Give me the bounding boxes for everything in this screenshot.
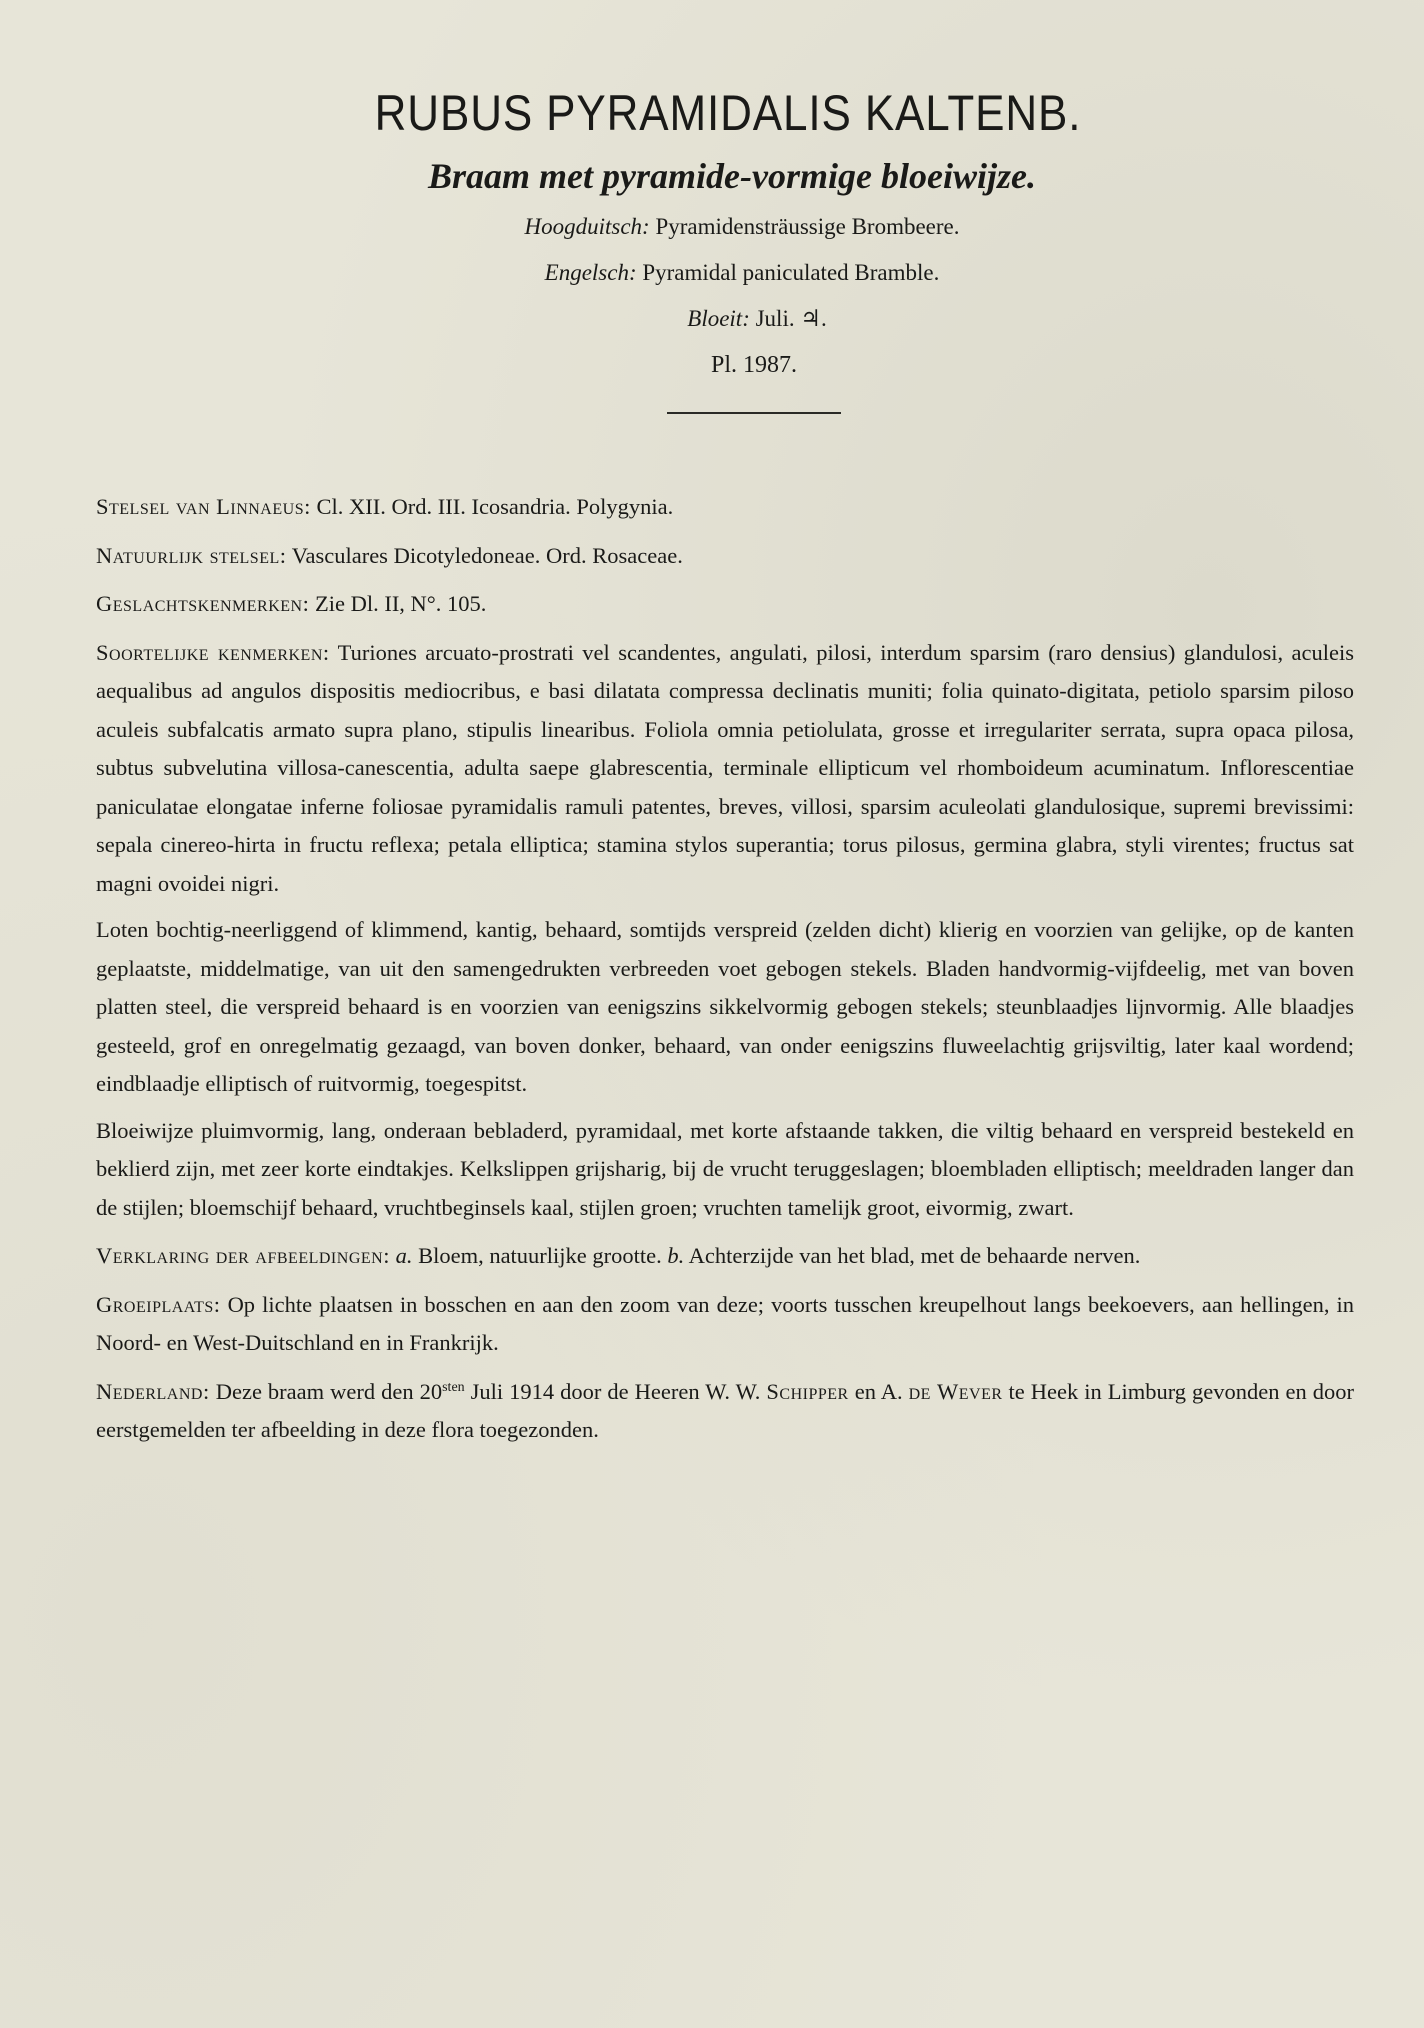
netherlands-text-1: Deze braam werd den 20 [215, 1378, 443, 1404]
figure-a-text: Bloem, natuurlijke grootte. [418, 1243, 662, 1268]
netherlands-text-4: te Heek in Limburg gevonden en door eerstgemelden ter afbeelding in deze flora toegezonden. [96, 1378, 1355, 1442]
netherlands-label: Nederland: [96, 1378, 210, 1404]
page-title: RUBUS PYRAMIDALIS KALTENB. [374, 85, 1082, 141]
netherlands-text-3: en A. [854, 1378, 903, 1404]
page-subtitle: Braam met pyramide-vormige bloeiwijze. [428, 156, 1036, 196]
genus-label: Geslachtskenmerken: [96, 591, 310, 616]
linnaeus-text: Cl. XII. Ord. III. Icosandria. Polygynia. [316, 494, 674, 519]
finder-name-1: Schipper [766, 1378, 849, 1404]
natural-system-paragraph [96, 537, 1354, 576]
german-name-line [30, 204, 1424, 250]
figure-b-text: Achterzijde van het blad, met de behaarde nerven. [688, 1243, 1141, 1268]
english-name-line [30, 250, 1424, 296]
habitat-text: Op lichte plaatsen in bosschen en aan den zoom van deze; voorts tusschen kreupelhout langs beekoevers, aan hellingen, in Noord- en West-Duitschland en in Frankrijk. [96, 1291, 1354, 1355]
german-label: Hoogduitsch: [524, 214, 650, 239]
natural-system-label: Natuurlijk stelsel: [96, 542, 287, 568]
body-text [96, 488, 1354, 1450]
figures-label: Verklaring der afbeeldingen: [96, 1243, 390, 1268]
habitat-paragraph [96, 1286, 1354, 1363]
finder-name-2: de Wever [908, 1378, 1003, 1404]
english-name: Pyramidal paniculated Bramble. [642, 260, 940, 285]
habitat-label: Groeiplaats: [96, 1291, 221, 1317]
netherlands-superscript: sten [442, 1379, 465, 1395]
description-paragraph-1: Loten bochtig-neerliggend of klimmend, kantig, behaard, somtijds verspreid (zelden dicht) klierig en voorzien van gelijke, op de kanten geplaatste, middelmatige, van uit den samengedrukten verbreeden voet gebogen stekels. Bladen handvormig-vijfdeelig, met van boven platten steel, die verspreid behaard is en voorzien van eenigszins sikkelvormig gebogen stekels; steunblaadjes lijnvormig. Alle blaadjes gesteeld, grof en onregelmatig gezaagd, van boven donker, behaard, van onder eenigszins fluweelachtig grijsviltig, later kaal wordend; eindblaadje elliptisch of ruitvormig, toegespitst. [96, 917, 1354, 1096]
genus-paragraph [96, 585, 1354, 624]
species-label: Soortelijke kenmerken: [96, 639, 330, 665]
bloom-line [45, 296, 1424, 342]
natural-system-text: Vasculares Dicotyledoneae. Ord. Rosaceae. [291, 542, 683, 568]
genus-text: Zie Dl. II, N°. 105. [314, 591, 487, 616]
bloom-value: Juli. ♃. [755, 306, 827, 331]
netherlands-paragraph [96, 1373, 1354, 1450]
german-name: Pyramidensträussige Brombeere. [655, 214, 960, 239]
species-text: Turiones arcuato-prostrati vel scandentes, angulati, pilosi, interdum sparsim (raro densius) glandulosi, aculeis aequalibus ad angulos dispositis mediocribus, e basi dilatata compressa declinatis muniti; folia quinato-digitata, petiolo sparsim piloso aculeis subfalcatis armato supra plano, stipulis linearibus. Foliola omnia petiolulata, grosse et irregulariter serrata, supra opaca pilosa, subtus subvelutina villosa-canescentia, adulta saepe glabrescentia, terminale ellipticum vel rhomboideum acuminatum. Inflorescentiae paniculatae elongatae inferne foliosae pyramidalis ramuli patentes, breves, villosi, sparsim aculeolati glandulosique, supremi brevissimi: sepala cinereo-hirta in fructu reflexa; petala elliptica; stamina stylos superantia; torus pilosus, germina glabra, styli virentes; fructus sat magni ovoidei nigri. [96, 639, 1355, 896]
description-paragraph-2: Bloeiwijze pluimvormig, lang, onderaan bebladerd, pyramidaal, met korte afstaande takken, die viltig behaard en verspreid bestekeld en beklierd zijn, met zeer korte eindtakjes. Kelkslippen grijsharig, bij de vrucht teruggeslagen; bloembladen elliptisch; meeldraden langer dan de stijlen; bloemschijf behaard, vruchtbeginsels kaal, stijlen groen; vruchten tamelijk groot, eivormig, zwart. [96, 1117, 1354, 1220]
species-paragraph [96, 634, 1354, 904]
linnaeus-label: Stelsel van Linnaeus: [96, 494, 311, 519]
linnaeus-paragraph [96, 488, 1354, 527]
figure-b-marker: b. [667, 1243, 685, 1268]
header [0, 82, 1424, 414]
netherlands-text-2: Juli 1914 door de Heeren W. W. [470, 1378, 761, 1404]
figures-paragraph [96, 1237, 1354, 1276]
english-label: Engelsch: [544, 260, 637, 285]
divider-rule [667, 412, 841, 414]
figure-a-marker: a. [395, 1243, 413, 1268]
plate-number: Pl. 1987. [710, 352, 797, 378]
bloom-label: Bloeit: [687, 306, 750, 331]
